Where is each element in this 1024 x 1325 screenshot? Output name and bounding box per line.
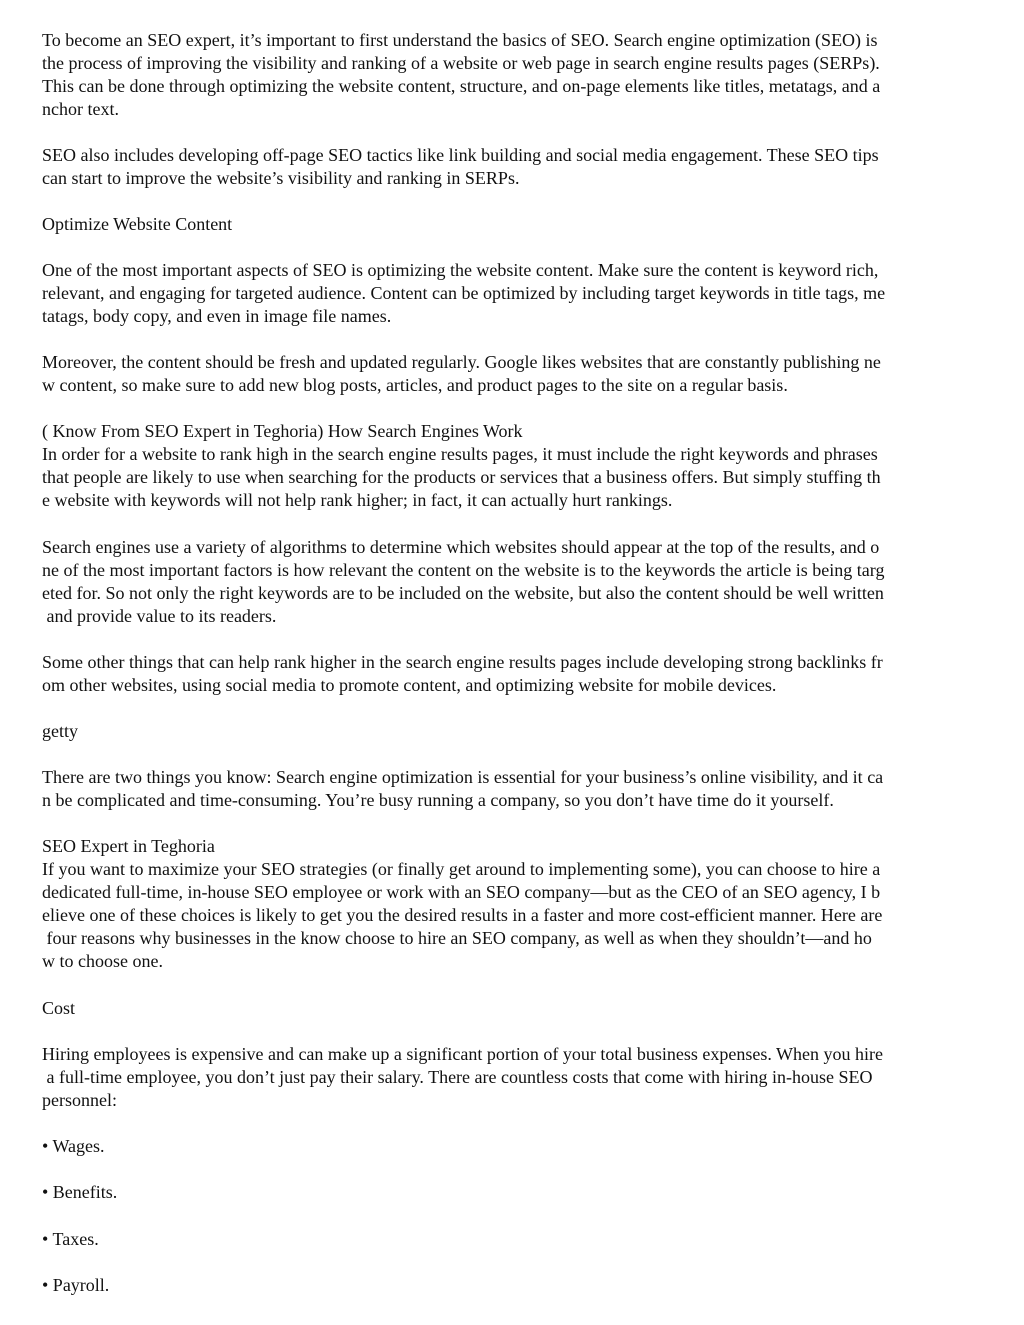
text-line: and provide value to its readers. bbox=[42, 606, 277, 626]
text-line: elieve one of these choices is likely to get you the desired results in a faster and more cost-efficient manner. Here are bbox=[42, 905, 883, 925]
text-line: w to choose one. bbox=[42, 951, 163, 971]
text-line: nchor text. bbox=[42, 99, 119, 119]
text-line: Some other things that can help rank higher in the search engine results pages include developing strong backlinks fr bbox=[42, 652, 883, 672]
text-line: personnel: bbox=[42, 1090, 117, 1110]
text-line: SEO also includes developing off-page SEO tactics like link building and social media engagement. These SEO tips bbox=[42, 145, 879, 165]
text-line: e website with keywords will not help rank higher; in fact, it can actually hurt rankings. bbox=[42, 490, 673, 510]
text-line: relevant, and engaging for targeted audience. Content can be optimized by including target keywords in title tags, me bbox=[42, 283, 886, 303]
text-line: a full-time employee, you don’t just pay their salary. There are countless costs that come with hiring in-house SEO bbox=[42, 1067, 873, 1087]
section-heading: Cost bbox=[42, 998, 76, 1018]
text-line: To become an SEO expert, it’s important to first understand the basics of SEO. Search engine optimization (SEO) is bbox=[42, 30, 878, 50]
bullet-item: • Payroll. bbox=[42, 1275, 110, 1295]
section-heading: SEO Expert in Teghoria bbox=[42, 836, 215, 856]
text-line: n be complicated and time-consuming. You’re busy running a company, so you don’t have time do it yourself. bbox=[42, 790, 834, 810]
text-line: Hiring employees is expensive and can make up a significant portion of your total business expenses. When you hire bbox=[42, 1044, 883, 1064]
bullet-item: • Benefits. bbox=[42, 1182, 118, 1202]
text-line: If you want to maximize your SEO strategies (or finally get around to implementing some), you can choose to hire a bbox=[42, 859, 881, 879]
text-line: can start to improve the website’s visibility and ranking in SERPs. bbox=[42, 168, 520, 188]
text-line: In order for a website to rank high in the search engine results pages, it must include the right keywords and phrases bbox=[42, 444, 878, 464]
image-caption: getty bbox=[42, 721, 78, 741]
text-line: that people are likely to use when searching for the products or services that a business offers. But simply stuffing th bbox=[42, 467, 881, 487]
text-line: four reasons why businesses in the know choose to hire an SEO company, as well as when they shouldn’t—and ho bbox=[42, 928, 872, 948]
text-line: One of the most important aspects of SEO is optimizing the website content. Make sure the content is keyword rich, bbox=[42, 260, 879, 280]
text-line: This can be done through optimizing the website content, structure, and on-page elements like titles, metatags, and a bbox=[42, 76, 881, 96]
bullet-item: • Wages. bbox=[42, 1136, 105, 1156]
text-line: dedicated full-time, in-house SEO employee or work with an SEO company—but as the CEO of an SEO agency, I b bbox=[42, 882, 881, 902]
text-line: eted for. So not only the right keywords are to be included on the website, but also the content should be well written bbox=[42, 583, 884, 603]
bullet-item: • Taxes. bbox=[42, 1229, 99, 1249]
text-line: There are two things you know: Search engine optimization is essential for your business’s online visibility, and it ca bbox=[42, 767, 884, 787]
text-line: the process of improving the visibility and ranking of a website or web page in search engine results pages (SERPs). bbox=[42, 53, 880, 73]
section-heading: Optimize Website Content bbox=[42, 214, 233, 234]
text-line: ne of the most important factors is how relevant the content on the website is to the keywords the article is being targ bbox=[42, 560, 885, 580]
text-line: tatags, body copy, and even in image file names. bbox=[42, 306, 392, 326]
section-heading: ( Know From SEO Expert in Teghoria) How Search Engines Work bbox=[42, 421, 523, 441]
text-line: om other websites, using social media to promote content, and optimizing website for mobile devices. bbox=[42, 675, 777, 695]
text-line: Search engines use a variety of algorithms to determine which websites should appear at the top of the results, and o bbox=[42, 537, 880, 557]
text-line: w content, so make sure to add new blog posts, articles, and product pages to the site on a regular basis. bbox=[42, 375, 788, 395]
text-line: Moreover, the content should be fresh and updated regularly. Google likes websites that are constantly publishing ne bbox=[42, 352, 881, 372]
